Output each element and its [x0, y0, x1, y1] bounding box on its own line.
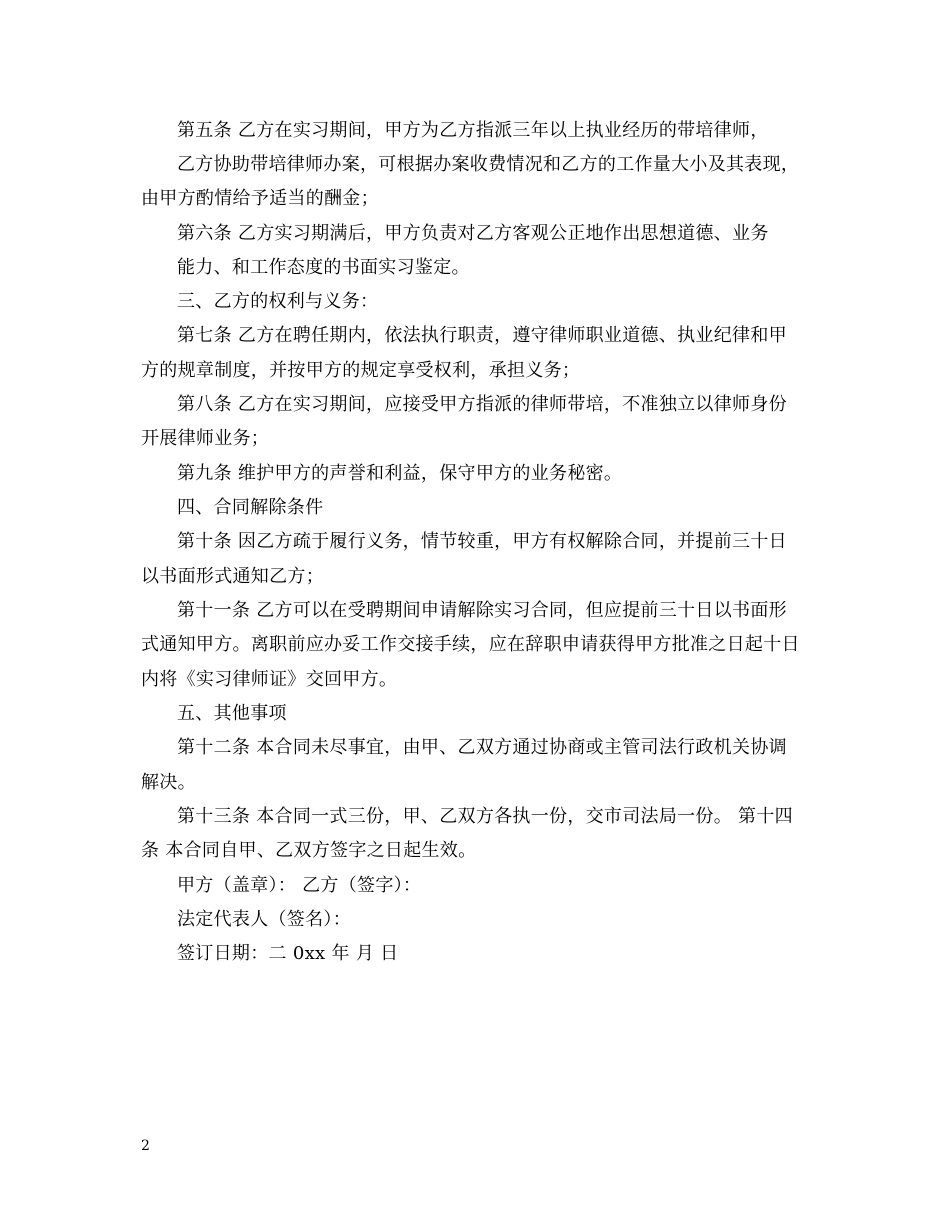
text-line: 能力、和工作态度的书面实习鉴定。 — [177, 257, 470, 278]
text-line: 解决。 — [141, 772, 196, 793]
text-line: 第七条 乙方在聘任期内，依法执行职责，遵守律师职业道德、执业纪律和甲 — [177, 325, 787, 346]
text-line: 以书面形式通知乙方； — [141, 566, 324, 587]
section-heading: 四、合同解除条件 — [177, 497, 324, 518]
text-line: 乙方协助带培律师办案，可根据办案收费情况和乙方的工作量大小及其表现， — [177, 154, 800, 175]
text-line: 由甲方酌情给予适当的酬金； — [141, 188, 379, 209]
text-line: 开展律师业务； — [141, 428, 270, 449]
text-line: 式通知甲方。离职前应办妥工作交接手续，应在辞职申请获得甲方批准之日起十日 — [141, 634, 800, 655]
text-line: 第十条 因乙方疏于履行义务，情节较重，甲方有权解除合同，并提前三十日 — [177, 531, 787, 552]
page-number: 2 — [141, 1138, 150, 1154]
text-line: 第九条 维护甲方的声誉和利益，保守甲方的业务秘密。 — [177, 463, 623, 484]
text-line: 第十一条 乙方可以在受聘期间申请解除实习合同，但应提前三十日以书面形 — [177, 600, 787, 621]
text-line: 条 本合同自甲、乙双方签字之日起生效。 — [141, 840, 477, 861]
signing-date-line: 签订日期：二 0xx 年 月 日 — [177, 943, 399, 964]
text-line: 第十二条 本合同未尽事宜，由甲、乙双方通过协商或主管司法行政机关协调 — [177, 737, 787, 758]
text-line: 第五条 乙方在实习期间，甲方为乙方指派三年以上执业经历的带培律师， — [177, 120, 769, 141]
section-heading: 三、乙方的权利与义务： — [177, 291, 379, 312]
signature-party-line: 甲方（盖章）： 乙方（签字）： — [177, 875, 422, 896]
text-line: 第八条 乙方在实习期间，应接受甲方指派的律师带培，不准独立以律师身份 — [177, 394, 787, 415]
section-heading: 五、其他事项 — [177, 703, 287, 724]
text-line: 方的规章制度，并按甲方的规定享受权利，承担义务； — [141, 360, 581, 381]
text-line: 内将《实习律师证》交回甲方。 — [141, 669, 398, 690]
text-line: 第六条 乙方实习期满后，甲方负责对乙方客观公正地作出思想道德、业务 — [177, 223, 769, 244]
legal-representative-line: 法定代表人（签名）： — [177, 909, 351, 930]
text-line: 第十三条 本合同一式三份，甲、乙双方各执一份，交市司法局一份。 第十四 — [177, 806, 793, 827]
